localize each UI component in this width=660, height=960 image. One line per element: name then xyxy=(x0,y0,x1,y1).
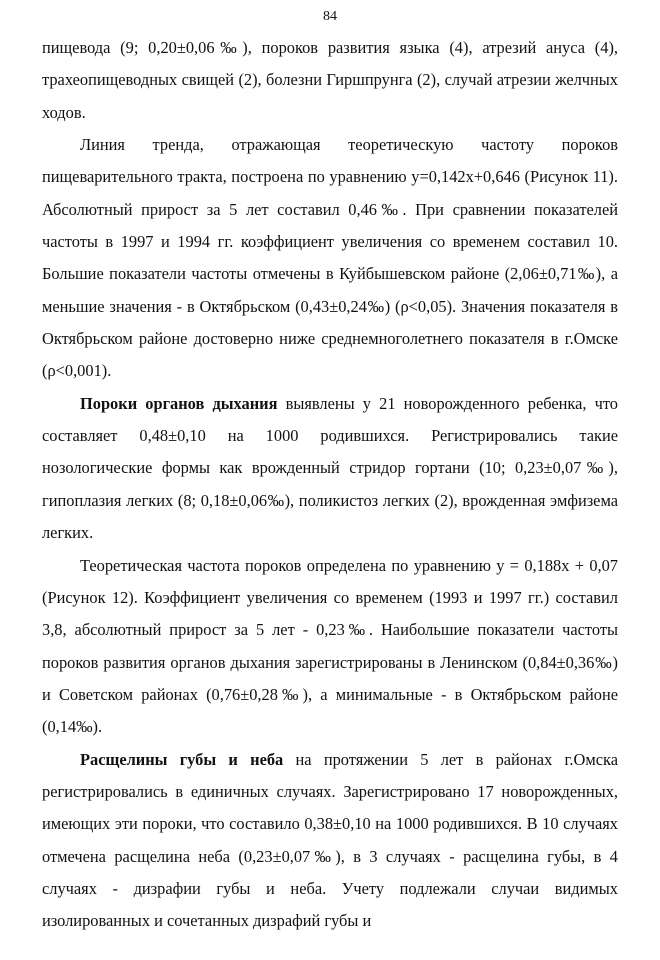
paragraph-respiratory-trend xyxy=(42,550,618,744)
paragraph-respiratory-defects xyxy=(42,388,618,550)
document-body xyxy=(42,32,618,938)
paragraph-text: выявлены у 21 новорожденного ребенка, что составляет 0,48±0,10 на 1000 родившихся. Регистрировались такие нозологические формы как врожденный стридор гортани (10; 0,23±0,07‰), гипоплазия легких (8; 0,18±0,06‰), поликистоз легких (2), врожденная эмфизема легких. xyxy=(42,393,618,543)
paragraph-text: Линия тренда, отражающая теоретическую частоту пороков пищеварительного тракта, построена по уравнению y=0,142x+0,646 (Рисунок 11). Абсолютный прирост за 5 лет составил 0,46‰. При сравнении показателей частоты в 1997 и 1994 гг. коэффициент увеличения со временем составил 10. Большие показатели частоты отмечены в Куйбышевском районе (2,06±0,71‰), а меньшие значения - в Октябрьском (0,43±0,24‰) (ρ<0,05). Значения показателя в Октябрьском районе достоверно ниже среднемноголетнего показателя в г.Омске (ρ<0,001). xyxy=(42,135,618,381)
paragraph-text: пищевода (9; 0,20±0,06‰), пороков развития языка (4), атрезий ануса (4), трахеопищеводных свищей (2), болезни Гиршпрунга (2), случай атрезии желчных ходов. xyxy=(42,38,618,122)
page-number: 84 xyxy=(323,9,337,24)
paragraph-digestive-trend xyxy=(42,129,618,388)
paragraph-cleft-lip-palate xyxy=(42,744,618,938)
paragraph-esophagus-continuation xyxy=(42,32,618,129)
paragraph-text: Теоретическая частота пороков определена по уравнению y = 0,188x + 0,07 (Рисунок 12). Коэффициент увеличения со временем (1993 и 1997 гг.) составил 3,8, абсолютный прирост за 5 лет - 0,23‰. Наибольшие показатели частоты пороков развития органов дыхания зарегистрированы в Ленинском (0,84±0,36‰) и Советском районах (0,76±0,28‰), а минимальные - в Октябрьском районе (0,14‰). xyxy=(42,555,618,737)
paragraph-bold-lead: Расщелины губы и неба xyxy=(80,749,284,769)
paragraph-text: на протяжении 5 лет в районах г.Омска регистрировались в единичных случаях. Зарегистрировано 17 новорожденных, имеющих эти пороки, что составило 0,38±0,10 на 1000 родившихся. В 10 случаях отмечена расщелина неба (0,23±0,07‰), в 3 случаях - расщелина губы, в 4 случаях - дизрафии губы и неба. Учету подлежали случаи видимых изолированных и сочетанных дизрафий губы и xyxy=(42,749,618,931)
paragraph-bold-lead: Пороки органов дыхания xyxy=(80,393,278,413)
